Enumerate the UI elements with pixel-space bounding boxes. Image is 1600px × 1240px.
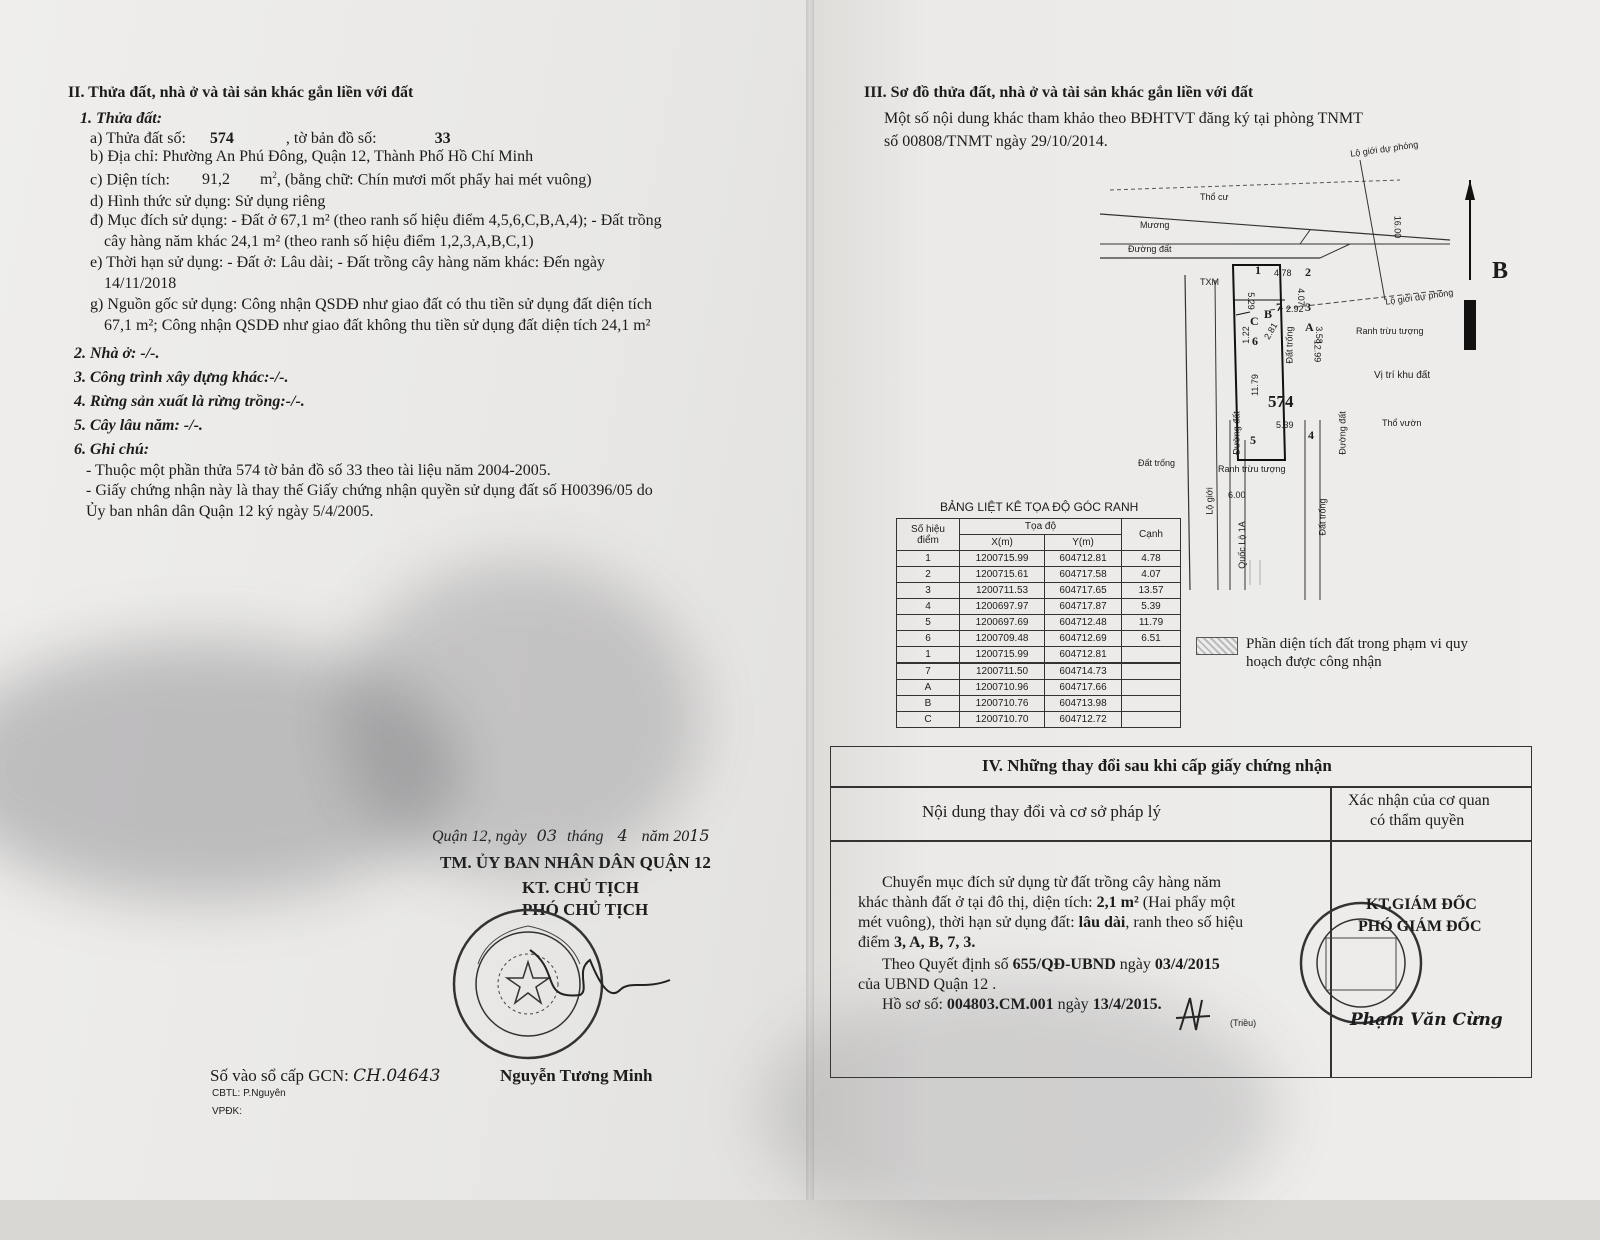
note-1: - Thuộc một phần thửa 574 tờ bản đồ số 33 theo tài liệu năm 2004-2005.	[86, 462, 551, 479]
register-value: CH.04643	[353, 1066, 441, 1086]
map-label-lo-gioi-right: Lộ giới dự phóng	[1384, 287, 1454, 307]
dim-122: 1.22	[1240, 326, 1251, 344]
area-unit: m	[259, 171, 273, 189]
coord-edge	[1122, 680, 1181, 696]
map-label-ranh-bottom: Ranh trừu tượng	[1218, 464, 1286, 474]
coord-x: 1200710.70	[960, 712, 1045, 728]
legend-swatch	[1196, 637, 1238, 655]
map-label-duong-dat: Đường đất	[1128, 244, 1172, 254]
coord-x: 1200715.61	[960, 567, 1045, 583]
dim-358: 3.58	[1313, 326, 1324, 344]
coord-row	[897, 712, 1181, 728]
coord-row	[897, 647, 1181, 664]
coord-edge: 4.07	[1122, 567, 1181, 583]
map-label-quoc-lo: Quốc Lộ 1A	[1236, 521, 1247, 569]
change-points: 3, A, B, 7, 3.	[894, 934, 976, 951]
section3-title: III. Sơ đồ thửa đất, nhà ở và tài sản khác gắn liền với đất	[864, 84, 1254, 101]
coord-x: 1200711.50	[960, 663, 1045, 680]
usage-purpose-line1: đ) Mục đích sử dụng: - Đất ở 67,1 m² (theo ranh số hiệu điểm 4,5,6,C,B,A,4); - Đất trồng	[90, 212, 662, 229]
dim-1179: 11.79	[1249, 374, 1260, 396]
area-value: 91,2	[201, 171, 230, 189]
map-label-dat-trong-bottom: Đất trống	[1317, 498, 1328, 536]
point-6: 6	[1252, 334, 1258, 348]
coord-row	[897, 663, 1181, 680]
issuer-role1: KT. CHỦ TỊCH	[522, 878, 639, 897]
change-p3-b: ngày	[1057, 996, 1089, 1013]
coord-edge: 5.39	[1122, 599, 1181, 615]
coord-x: 1200697.69	[960, 615, 1045, 631]
coord-y: 604712.81	[1045, 551, 1122, 567]
usage-term-line2: 14/11/2018	[104, 275, 177, 292]
year-prefix: năm 20	[641, 828, 690, 845]
change-p2-b: ngày	[1119, 956, 1151, 973]
coord-header-edge: Cạnh	[1122, 519, 1181, 551]
coord-edge	[1122, 663, 1181, 680]
point-a: A	[1305, 320, 1314, 334]
usage-form-line: d) Hình thức sử dụng: Sử dụng riêng	[90, 193, 326, 210]
point-7: 7	[1276, 300, 1282, 314]
parcel-number-label: a) Thửa đất số:	[90, 130, 186, 147]
dim-1299: 12.99	[1312, 339, 1323, 363]
change-p2-a: Theo Quyết định số	[882, 956, 1009, 973]
coord-point: 3	[897, 583, 960, 599]
area-unit-sup: 2	[272, 170, 277, 180]
legend-line2: hoạch được công nhận	[1246, 654, 1382, 670]
map-label-ranh-tru-tuong: Ranh trừu tượng	[1356, 326, 1424, 336]
coord-x: 1200710.76	[960, 696, 1045, 712]
page-fold	[806, 0, 814, 1200]
cbtl-line: CBTL: P.Nguyên	[212, 1088, 286, 1099]
dim-281: 2.81	[1262, 320, 1280, 342]
map-label-tho-cu: Thổ cư	[1200, 192, 1229, 202]
dim-539: 5.39	[1276, 420, 1294, 430]
change-p1-line4	[858, 934, 975, 952]
coord-y: 604713.98	[1045, 696, 1122, 712]
point-2: 2	[1305, 265, 1311, 279]
date-day: 03	[536, 826, 558, 845]
map-label-16: 16.00	[1392, 215, 1403, 239]
map-label-lo-gioi-bottom: Lộ giới	[1204, 487, 1215, 515]
section2-title: II. Thửa đất, nhà ở và tài sản khác gắn liền với đất	[68, 84, 414, 101]
north-arrow-label: B	[1492, 258, 1509, 284]
map-sheet-label: , tờ bản đồ số:	[285, 130, 377, 147]
coord-point: C	[897, 712, 960, 728]
change-p1-line1: Chuyển mục đích sử dụng từ đất trồng cây hàng năm	[882, 874, 1222, 891]
section4-title: IV. Những thay đổi sau khi cấp giấy chứng nhận	[982, 756, 1332, 775]
coord-x: 1200697.97	[960, 599, 1045, 615]
map-label-duong-dat-left: Đường đất	[1231, 411, 1242, 455]
change-term: lâu dài	[1078, 914, 1126, 931]
date-month: 4	[617, 826, 628, 845]
coord-point: 5	[897, 615, 960, 631]
coord-edge: 11.79	[1122, 615, 1181, 631]
coord-row	[897, 615, 1181, 631]
change-p2-line1	[882, 956, 1220, 974]
usage-term-line1: e) Thời hạn sử dụng: - Đất ở: Lâu dài; - Đất trồng cây hàng năm khác: Đến ngày	[90, 254, 605, 271]
coord-y: 604717.58	[1045, 567, 1122, 583]
coord-x: 1200709.48	[960, 631, 1045, 647]
map-label-vi-tri: Vị trí khu đất	[1374, 370, 1431, 381]
date-prefix: Quận 12, ngày	[432, 828, 527, 845]
coord-x: 1200715.99	[960, 551, 1045, 567]
date-year: 15	[689, 826, 710, 845]
dim-407: 4.07	[1295, 288, 1306, 306]
left-signature-scribble	[520, 940, 680, 1010]
address-line: b) Địa chỉ: Phường An Phú Đông, Quận 12, Thành Phố Hồ Chí Minh	[90, 148, 534, 165]
coord-y: 604717.87	[1045, 599, 1122, 615]
signer-name: Nguyễn Tương Minh	[500, 1066, 653, 1085]
approver-role1: KT.GIÁM ĐỐC	[1366, 896, 1477, 913]
coord-edge	[1122, 647, 1181, 664]
usage-purpose-line2: cây hàng năm khác 24,1 m² (theo ranh số hiệu điểm 1,2,3,A,B,C,1)	[104, 233, 534, 250]
section3-line1: Một số nội dung khác tham khảo theo BĐHTVT đăng ký tại phòng TNMT	[884, 110, 1363, 127]
parcel-number-line	[90, 130, 451, 148]
section4-rule1	[830, 786, 1532, 788]
map-label-6: 6.00	[1228, 490, 1246, 500]
coord-y: 604717.65	[1045, 583, 1122, 599]
point-5: 5	[1250, 433, 1256, 447]
area-line	[90, 170, 592, 189]
change-p1-line2b: (Hai phẩy một	[1142, 894, 1236, 911]
change-p1-line4a: điểm	[858, 934, 890, 951]
section4-col2-line1: Xác nhận của cơ quan	[1348, 792, 1490, 809]
coord-row	[897, 583, 1181, 599]
coord-y: 604717.66	[1045, 680, 1122, 696]
vpdk-line: VPĐK:	[212, 1106, 243, 1117]
coord-x: 1200715.99	[960, 647, 1045, 664]
coord-row	[897, 680, 1181, 696]
point-c: C	[1250, 314, 1259, 328]
origin-line1: g) Nguồn gốc sử dụng: Công nhận QSDĐ như giao đất có thu tiền sử dụng đất diện tích	[90, 296, 652, 313]
origin-line2: 67,1 m²; Công nhận QSDĐ như giao đất không thu tiền sử dụng đất diện tích 24,1 m²	[104, 317, 651, 334]
change-decision-date: 03/4/2015	[1154, 956, 1220, 973]
coord-x: 1200710.96	[960, 680, 1045, 696]
approver-role2: PHÓ GIÁM ĐỐC	[1358, 918, 1482, 935]
map-sheet-value: 33	[434, 130, 451, 147]
change-area: 2,1 m²	[1096, 894, 1139, 911]
point-3: 3	[1305, 300, 1311, 314]
coord-header-point2: điểm	[917, 534, 939, 546]
coord-row	[897, 551, 1181, 567]
coord-header-coord: Tọa độ	[960, 519, 1122, 535]
note-2-line1: - Giấy chứng nhận này là thay thế Giấy chứng nhận quyền sử dụng đất số H00396/05 do	[86, 482, 653, 499]
coord-point: 6	[897, 631, 960, 647]
coord-row	[897, 631, 1181, 647]
coord-edge: 6.51	[1122, 631, 1181, 647]
map-label-dat-trong-in: Đất trống	[1284, 326, 1295, 364]
coord-edge: 4.78	[1122, 551, 1181, 567]
map-label-muong: Mương	[1140, 220, 1170, 230]
item5-perennial: 5. Cây lâu năm: -/-.	[74, 417, 203, 434]
section4-rule2	[830, 840, 1532, 842]
area-label: c) Diện tích:	[90, 171, 170, 189]
point-b: B	[1264, 307, 1273, 321]
coord-header-x: X(m)	[960, 535, 1045, 551]
item3-other-construction: 3. Công trình xây dựng khác:-/-.	[74, 369, 289, 386]
legend-line1: Phần diện tích đất trong phạm vi quy	[1246, 636, 1469, 652]
coord-point: 1	[897, 551, 960, 567]
point-4: 4	[1308, 428, 1314, 442]
month-prefix: tháng	[567, 828, 604, 845]
coord-y: 604712.69	[1045, 631, 1122, 647]
change-p1-line3b: , ranh theo số hiệu	[1125, 914, 1244, 931]
approver-name: Phạm Văn Cừng	[1350, 1010, 1503, 1030]
change-p1-line2a: khác thành đất ở tại đô thị, diện tích:	[858, 894, 1093, 911]
coord-edge	[1122, 696, 1181, 712]
item6-notes: 6. Ghi chú:	[74, 441, 150, 458]
change-p1-line3	[858, 914, 1243, 932]
change-p1-line2	[858, 894, 1235, 912]
parcel-number-value: 574	[209, 130, 234, 147]
photo-shadow-bottom	[760, 980, 1280, 1240]
map-label-tho-vuon: Thổ vườn	[1382, 418, 1422, 428]
change-p2-line2: của UBND Quận 12 .	[858, 976, 997, 993]
coord-point: 4	[897, 599, 960, 615]
section4-col2-line2: có thẩm quyền	[1370, 812, 1465, 829]
photo-shadow-center	[340, 560, 700, 880]
coord-header-point	[897, 519, 960, 551]
register-label: Số vào sổ cấp GCN:	[210, 1066, 349, 1085]
trien-note: (Triều)	[1230, 1018, 1257, 1028]
coord-edge: 13.57	[1122, 583, 1181, 599]
coord-point: B	[897, 696, 960, 712]
point-1: 1	[1255, 263, 1261, 277]
coord-row	[897, 696, 1181, 712]
coord-table	[896, 518, 1181, 728]
coord-y: 604714.73	[1045, 663, 1122, 680]
item2-house: 2. Nhà ở: -/-.	[74, 345, 160, 362]
coord-point: 2	[897, 567, 960, 583]
coord-point: A	[897, 680, 960, 696]
coord-table-title: BẢNG LIỆT KÊ TỌA ĐỘ GÓC RANH	[940, 500, 1139, 514]
note-2-line2: Ủy ban nhân dân Quận 12 ký ngày 5/4/2005.	[86, 503, 374, 520]
change-p1-line3a: mét vuông), thời hạn sử dụng đất:	[858, 914, 1075, 931]
section4-col1-header: Nội dung thay đổi và cơ sở pháp lý	[922, 802, 1161, 821]
change-p3-a: Hồ sơ số:	[882, 996, 943, 1013]
change-decision: 655/QĐ-UBND	[1012, 956, 1116, 973]
map-label-dat-trong-left: Đất trống	[1138, 458, 1176, 468]
issuer-org: TM. ỦY BAN NHÂN DÂN QUẬN 12	[440, 853, 711, 872]
area-words: , (bằng chữ: Chín mươi mốt phẩy hai mét vuông)	[276, 171, 592, 189]
register-line	[210, 1066, 440, 1086]
issuer-role2: PHÓ CHỦ TỊCH	[522, 900, 649, 919]
coord-point: 1	[897, 647, 960, 664]
dim-292: 2.92	[1286, 304, 1304, 314]
coord-x: 1200711.53	[960, 583, 1045, 599]
change-file-date: 13/4/2015.	[1092, 996, 1162, 1013]
coord-y: 604712.72	[1045, 712, 1122, 728]
coord-header-point1: Số hiệu	[911, 523, 945, 535]
map-lot-number: 574	[1268, 392, 1294, 411]
coord-header-y: Y(m)	[1045, 535, 1122, 551]
coord-y: 604712.81	[1045, 647, 1122, 664]
item4-forest: 4. Rừng sản xuất là rừng trồng:-/-.	[74, 393, 305, 410]
coord-edge	[1122, 712, 1181, 728]
dim-478: 4.78	[1274, 268, 1292, 278]
section3-line2: số 00808/TNMT ngày 29/10/2014.	[884, 133, 1108, 150]
change-file-number: 004803.CM.001	[946, 996, 1054, 1013]
coord-point: 7	[897, 663, 960, 680]
coord-y: 604712.48	[1045, 615, 1122, 631]
map-label-duong-dat-right: Đường đất	[1337, 411, 1348, 455]
item1-heading: 1. Thửa đất:	[80, 110, 163, 127]
dim-529: 5.29	[1245, 292, 1256, 310]
map-label-lo-gioi-top: Lộ giới dự phóng	[1349, 139, 1419, 159]
coord-row	[897, 567, 1181, 583]
coord-row	[897, 599, 1181, 615]
map-label-txm: TXM	[1200, 277, 1219, 287]
